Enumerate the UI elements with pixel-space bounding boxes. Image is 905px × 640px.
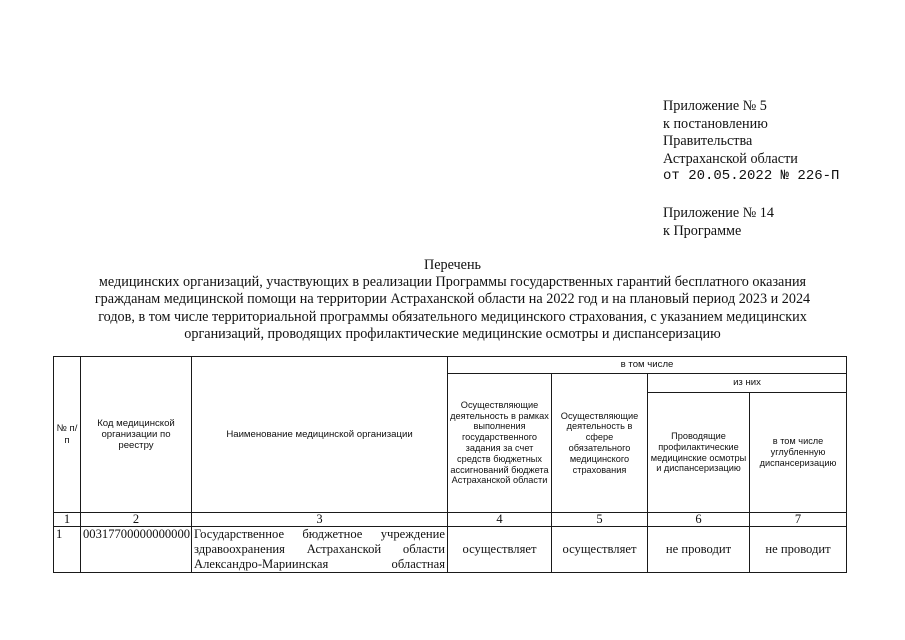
document-title [50,257,855,343]
title-line: гражданам медицинской помощи на территории Астраханской области на 2022 год и на плановый период 2023 и 2024 [94,291,811,308]
title-line: годов, в том числе территориальной программы обязательного медицинского страхования, с указанием медицинских [98,308,807,325]
col-number: 2 [81,513,192,527]
row-code: 00317700000000000 [81,527,192,573]
attachment-line: к Программе [663,222,742,239]
header-of-them: из них [648,374,847,393]
header-budget: Осуществляющие деятельность в рамках выполнения государственного задания за счет средств бюджетных ассигнований бюджета Астраханской области [448,374,552,513]
col-number: 7 [750,513,847,527]
row-name-line: Александро-Мариинская областная [194,557,445,571]
title-line: медицинских организаций, участвующих в реализации Программы государственных гарантий бесплатного оказания [98,274,807,291]
header-including: в том числе [448,357,847,374]
col-number: 6 [648,513,750,527]
col-number: 1 [54,513,81,527]
attachment-line: Астраханской области [663,150,798,167]
program-attachment-block [663,205,774,240]
header-code: Код медицинской организации по реестру [81,357,192,513]
header-preventive: Проводящие профилактические медицинские осмотры и диспансеризацию [648,393,750,513]
header-num: № п/п [54,357,81,513]
attachment-line: Правительства [663,133,753,150]
attachment-line: Приложение № 5 [663,98,767,114]
row-num: 1 [54,527,81,573]
header-oms: Осуществляющие деятельность в сфере обязательного медицинского страхования [552,374,648,513]
row-name-line: здравоохранения Астраханской области [194,542,445,556]
attachment-date-line: от 20.05.2022 № 226-П [663,168,840,185]
col-number: 4 [448,513,552,527]
col-number: 5 [552,513,648,527]
row-budget: осуществляет [448,527,552,573]
col-number: 3 [192,513,448,527]
title-line: Перечень [423,257,482,273]
row-preventive: не проводит [648,527,750,573]
attachment-line: к постановлению [663,115,768,132]
row-oms: осуществляет [552,527,648,573]
column-numbers-row [54,513,847,527]
row-deep: не проводит [750,527,847,573]
row-name [192,527,448,573]
title-line: организаций, проводящих профилактические медицинские осмотры и диспансеризацию [184,325,721,342]
organizations-table [53,356,847,573]
row-name-line: Государственное бюджетное учреждение [194,527,445,541]
table-row [54,527,847,573]
attachment-block [663,98,839,186]
attachment-line: Приложение № 14 [663,205,774,221]
header-deep: в том числе углубленную диспансеризацию [750,393,847,513]
header-name: Наименование медицинской организации [192,357,448,513]
